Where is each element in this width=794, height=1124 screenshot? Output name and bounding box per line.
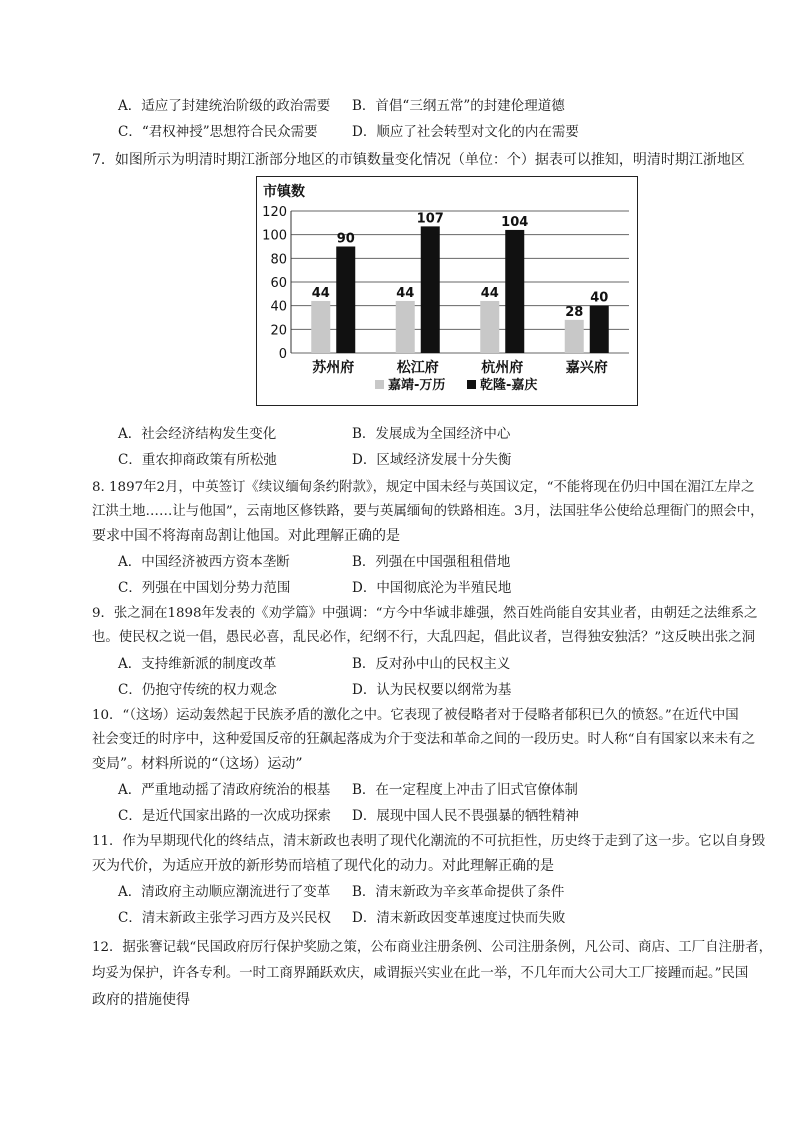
bar [421,226,440,353]
bar [590,306,609,353]
bar [311,301,330,353]
q12-stem-line-1: 12．据张謇记载“民国政府厉行保护奖励之策，公布商业注册条例、公司注册条例，凡公司、商店、工厂自注册者， [92,940,773,955]
q10-option-b: B．在一定程度上冲击了旧式官僚体制 [352,782,578,798]
bar [396,301,415,353]
q8-option-d: D．中国彻底沦为半殖民地 [352,580,512,596]
data-label: 44 [311,285,330,301]
y-tick-label: 100 [262,228,287,244]
bar [505,230,524,353]
y-tick-label: 40 [270,299,287,315]
data-label: 90 [336,231,355,247]
q12-stem-line-3: 政府的措施使得 [92,992,190,1008]
q11-stem-line-1: 11．作为早期现代化的终结点，清末新政也表明了现代化潮流的不可抗拒性，历史终于走到了这一步。它以自身毁 [92,834,766,849]
q11-stem-line-2: 灭为代价，为适应开放的新形势而培植了现代化的动力。对此理解正确的是 [92,858,554,874]
q8-option-b: B．列强在中国强租租借地 [352,554,511,570]
q9-option-a: A．支持维新派的制度改革 [118,656,277,672]
q8-stem-line-1: 8. 1897年2月，中英签订《续议缅甸条约附款》，规定中国未经与英国议定，“不能将现在仍归中国在湄江左岸之 [92,480,755,495]
data-label: 107 [416,211,444,227]
bar [336,247,355,354]
q11-option-a: A．清政府主动顺应潮流进行了变革 [118,884,331,900]
q10-stem-line-1: 10．“（这场）运动轰然起于民族矛盾的激化之中。它表现了被侵略者对于侵略者郁积已久的愤怒。”在近代中国 [92,708,739,723]
q6-option-c: C．“君权神授”思想符合民众需要 [118,124,318,140]
y-tick-label: 0 [278,347,287,362]
x-category-label: 苏州府 [312,360,355,376]
legend-label: 乾隆-嘉庆 [480,378,538,393]
x-category-label: 杭州府 [481,360,524,376]
x-category-label: 松江府 [396,360,439,376]
q7-option-b: B．发展成为全国经济中心 [352,426,511,442]
y-tick-label: 60 [270,276,287,291]
q8-option-c: C．列强在中国划分势力范围 [118,580,291,596]
q11-option-b: B．清末新政为辛亥革命提供了条件 [352,884,565,900]
q10-option-c: C．是近代国家出路的一次成功探索 [118,808,331,824]
data-label: 104 [501,214,529,230]
bar-chart [257,177,636,404]
q9-stem-line-2: 也。使民权之说一倡，愚民必喜，乱民必作，纪纲不行，大乱四起，倡此议者，岂得独安独活？”这反映出张之洞 [92,630,755,645]
q6-option-a: A．适应了封建统治阶级的政治需要 [118,98,331,114]
q12-stem-line-2: 均妥为保护，许各专利。一时工商界踊跃欢庆，咸谓振兴实业在此一举，不几年而大公司大工厂接踵而起。”民国 [92,966,749,981]
q8-option-a: A．中国经济被西方资本垄断 [118,554,290,570]
legend-swatch [375,380,384,389]
data-label: 44 [396,285,415,301]
x-category-label: 嘉兴府 [565,360,608,376]
q10-option-a: A．严重地动摇了清政府统治的根基 [118,782,331,798]
q8-stem-line-2: 江洪土地……让与他国”，云南地区修铁路，要与英属缅甸的铁路相连。3月，法国驻华公使给总理衙门的照会中， [92,504,764,519]
q9-option-c: C．仍抱守传统的权力观念 [118,682,277,698]
legend-swatch [467,380,476,389]
y-tick-label: 120 [262,205,287,220]
q6-option-d: D．顺应了社会转型对文化的内在需要 [352,124,579,140]
q11-option-d: D．清末新政因变革速度过快而失败 [352,910,566,926]
data-label: 44 [480,285,499,301]
q9-stem-line-1: 9．张之洞在1898年发表的《劝学篇》中强调：“方今中华诚非雄强，然百姓尚能自安其业者，由朝廷之法维系之 [92,606,758,621]
y-axis-title: 市镇数 [263,184,305,200]
bar [480,301,499,353]
q9-option-d: D．认为民权要以纲常为基 [352,682,512,698]
q11-option-c: C．清末新政主张学习西方及兴民权 [118,910,331,926]
y-tick-label: 80 [270,252,287,268]
q7-option-c: C．重农抑商政策有所松弛 [118,452,277,468]
q7-option-d: D．区域经济发展十分失衡 [352,452,512,468]
q7-option-a: A．社会经济结构发生变化 [118,426,277,442]
q7-stem: 7．如图所示为明清时期江浙部分地区的市镇数量变化情况（单位：个）据表可以推知，明清时期江浙地区 [92,152,745,168]
q8-stem-line-3: 要求中国不将海南岛割让他国。对此理解正确的是 [92,528,400,544]
q9-option-b: B．反对孙中山的民权主义 [352,656,511,672]
data-label: 40 [590,290,609,306]
legend-label: 嘉靖-万历 [388,378,446,393]
market-town-chart [256,176,638,406]
data-label: 28 [565,304,584,320]
q10-stem-line-2: 社会变迁的时序中，这种爱国反帝的狂飙起落成为介于变法和革命之间的一段历史。时人称“自有国家以来未有之 [92,732,755,747]
y-tick-label: 20 [270,323,287,339]
q6-option-b: B．首倡“三纲五常”的封建伦理道德 [352,98,565,114]
q10-option-d: D．展现中国人民不畏强暴的牺牲精神 [352,808,579,824]
bar [565,320,584,353]
q10-stem-line-3: 变局”。材料所说的“（这场）运动” [92,756,303,772]
